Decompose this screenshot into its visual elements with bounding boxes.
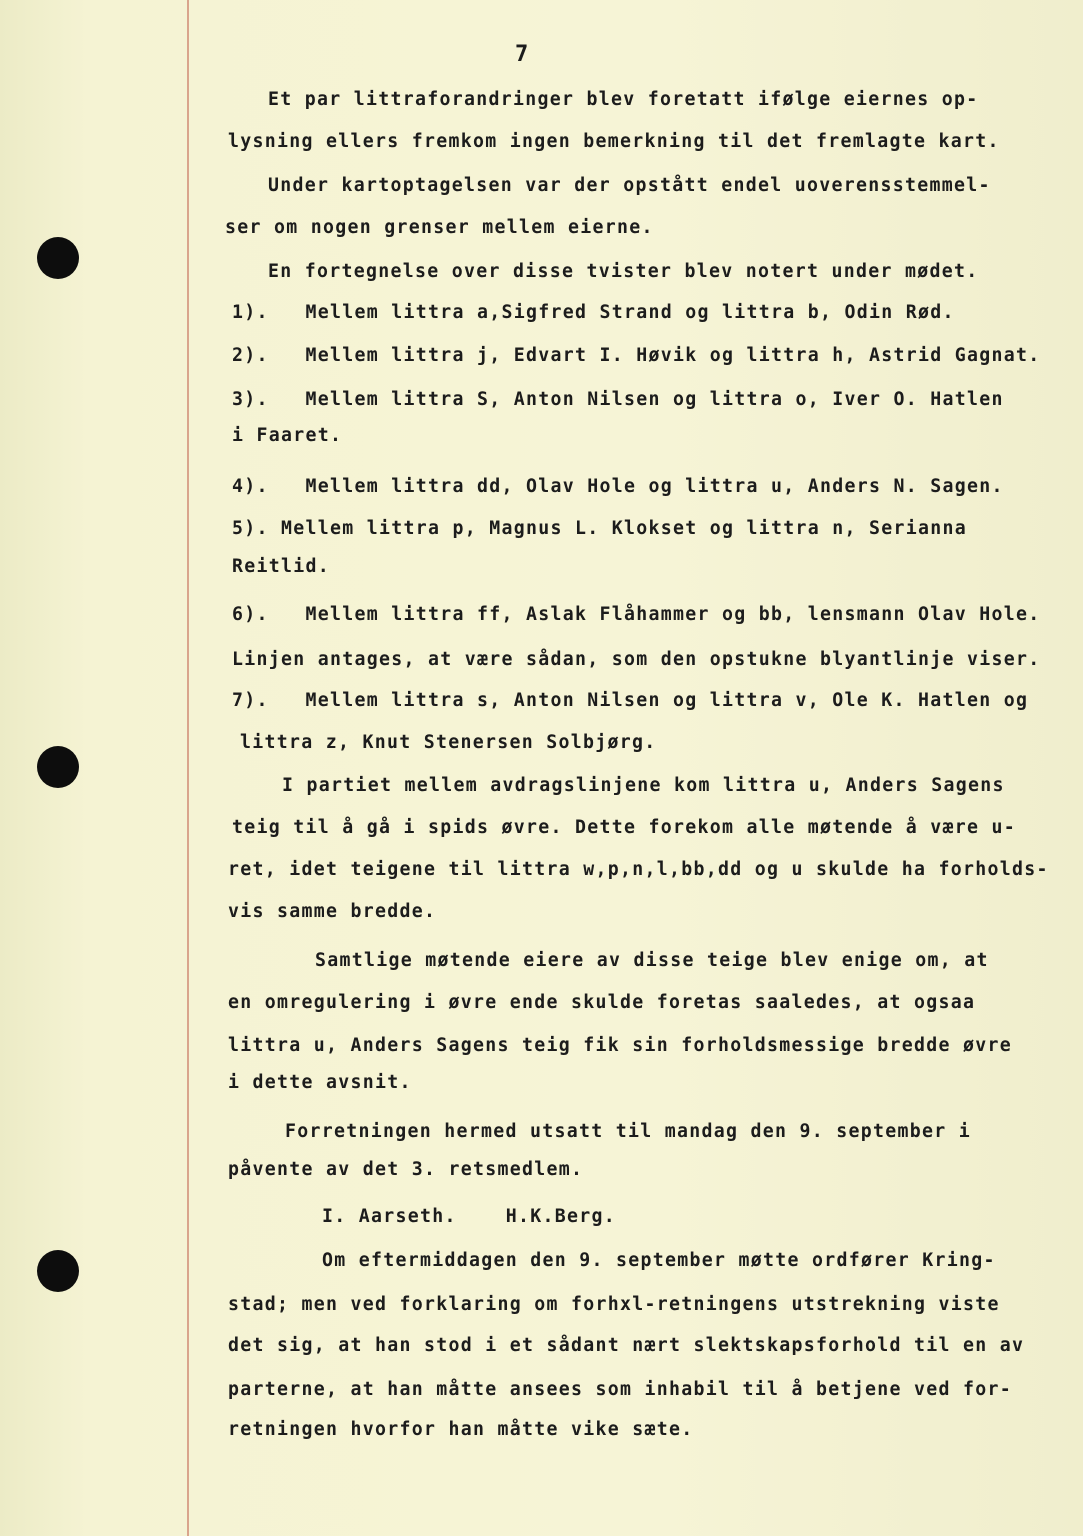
text-line: Reitlid.: [232, 556, 330, 577]
text-line: teig til å gå i spids øvre. Dette forekom alle møtende å være u-: [232, 817, 1016, 838]
text-line: ser om nogen grenser mellem eierne.: [225, 217, 654, 238]
text-line: En fortegnelse over disse tvister blev notert under mødet.: [268, 261, 979, 282]
punch-hole: [37, 1250, 79, 1292]
text-line: 7). Mellem littra s, Anton Nilsen og littra v, Ole K. Hatlen og: [232, 690, 1029, 711]
text-line: retningen hvorfor han måtte vike sæte.: [228, 1419, 694, 1440]
text-line: 6). Mellem littra ff, Aslak Flåhammer og bb, lensmann Olav Hole.: [232, 604, 1041, 625]
text-line: Linjen antages, at være sådan, som den opstukne blyantlinje viser.: [232, 649, 1041, 670]
text-line: vis samme bredde.: [228, 901, 437, 922]
text-line: påvente av det 3. retsmedlem.: [228, 1159, 584, 1180]
signatures: I. Aarseth. H.K.Berg.: [322, 1206, 616, 1227]
text-line: littra z, Knut Stenersen Solbjørg.: [240, 732, 657, 753]
text-line: i dette avsnit.: [228, 1072, 412, 1093]
text-line: 3). Mellem littra S, Anton Nilsen og littra o, Iver O. Hatlen: [232, 389, 1004, 410]
text-line: littra u, Anders Sagens teig fik sin forholdsmessige bredde øvre: [228, 1035, 1012, 1056]
text-line: I partiet mellem avdragslinjene kom littra u, Anders Sagens: [282, 775, 1005, 796]
text-line: parterne, at han måtte ansees som inhabil til å betjene ved for-: [228, 1379, 1012, 1400]
text-line: 5). Mellem littra p, Magnus L. Klokset og littra n, Serianna: [232, 518, 967, 539]
text-line: 4). Mellem littra dd, Olav Hole og littra u, Anders N. Sagen.: [232, 476, 1004, 497]
margin-rule: [187, 0, 189, 1536]
text-line: stad; men ved forklaring om forhxl-retningens utstrekning viste: [228, 1294, 1000, 1315]
text-line: Forretningen hermed utsatt til mandag den 9. september i: [285, 1121, 971, 1142]
text-line: en omregulering i øvre ende skulde foretas saaledes, at ogsaa: [228, 992, 976, 1013]
text-line: ret, idet teigene til littra w,p,n,l,bb,dd og u skulde ha forholds-: [228, 859, 1049, 880]
punch-hole: [37, 237, 79, 279]
text-line: Under kartoptagelsen var der opstått endel uoverensstemmel-: [268, 175, 991, 196]
text-line: 2). Mellem littra j, Edvart I. Høvik og littra h, Astrid Gagnat.: [232, 345, 1041, 366]
text-line: Om eftermiddagen den 9. september møtte ordfører Kring-: [322, 1250, 996, 1271]
text-line: Et par littraforandringer blev foretatt ifølge eiernes op-: [268, 89, 979, 110]
text-line: Samtlige møtende eiere av disse teige blev enige om, at: [315, 950, 989, 971]
text-line: i Faaret.: [232, 425, 343, 446]
page-number: 7: [515, 42, 530, 67]
text-line: 1). Mellem littra a,Sigfred Strand og littra b, Odin Rød.: [232, 302, 955, 323]
punch-hole: [37, 746, 79, 788]
text-line: lysning ellers fremkom ingen bemerkning til det fremlagte kart.: [228, 131, 1000, 152]
text-line: det sig, at han stod i et sådant nært slektskapsforhold til en av: [228, 1335, 1025, 1356]
